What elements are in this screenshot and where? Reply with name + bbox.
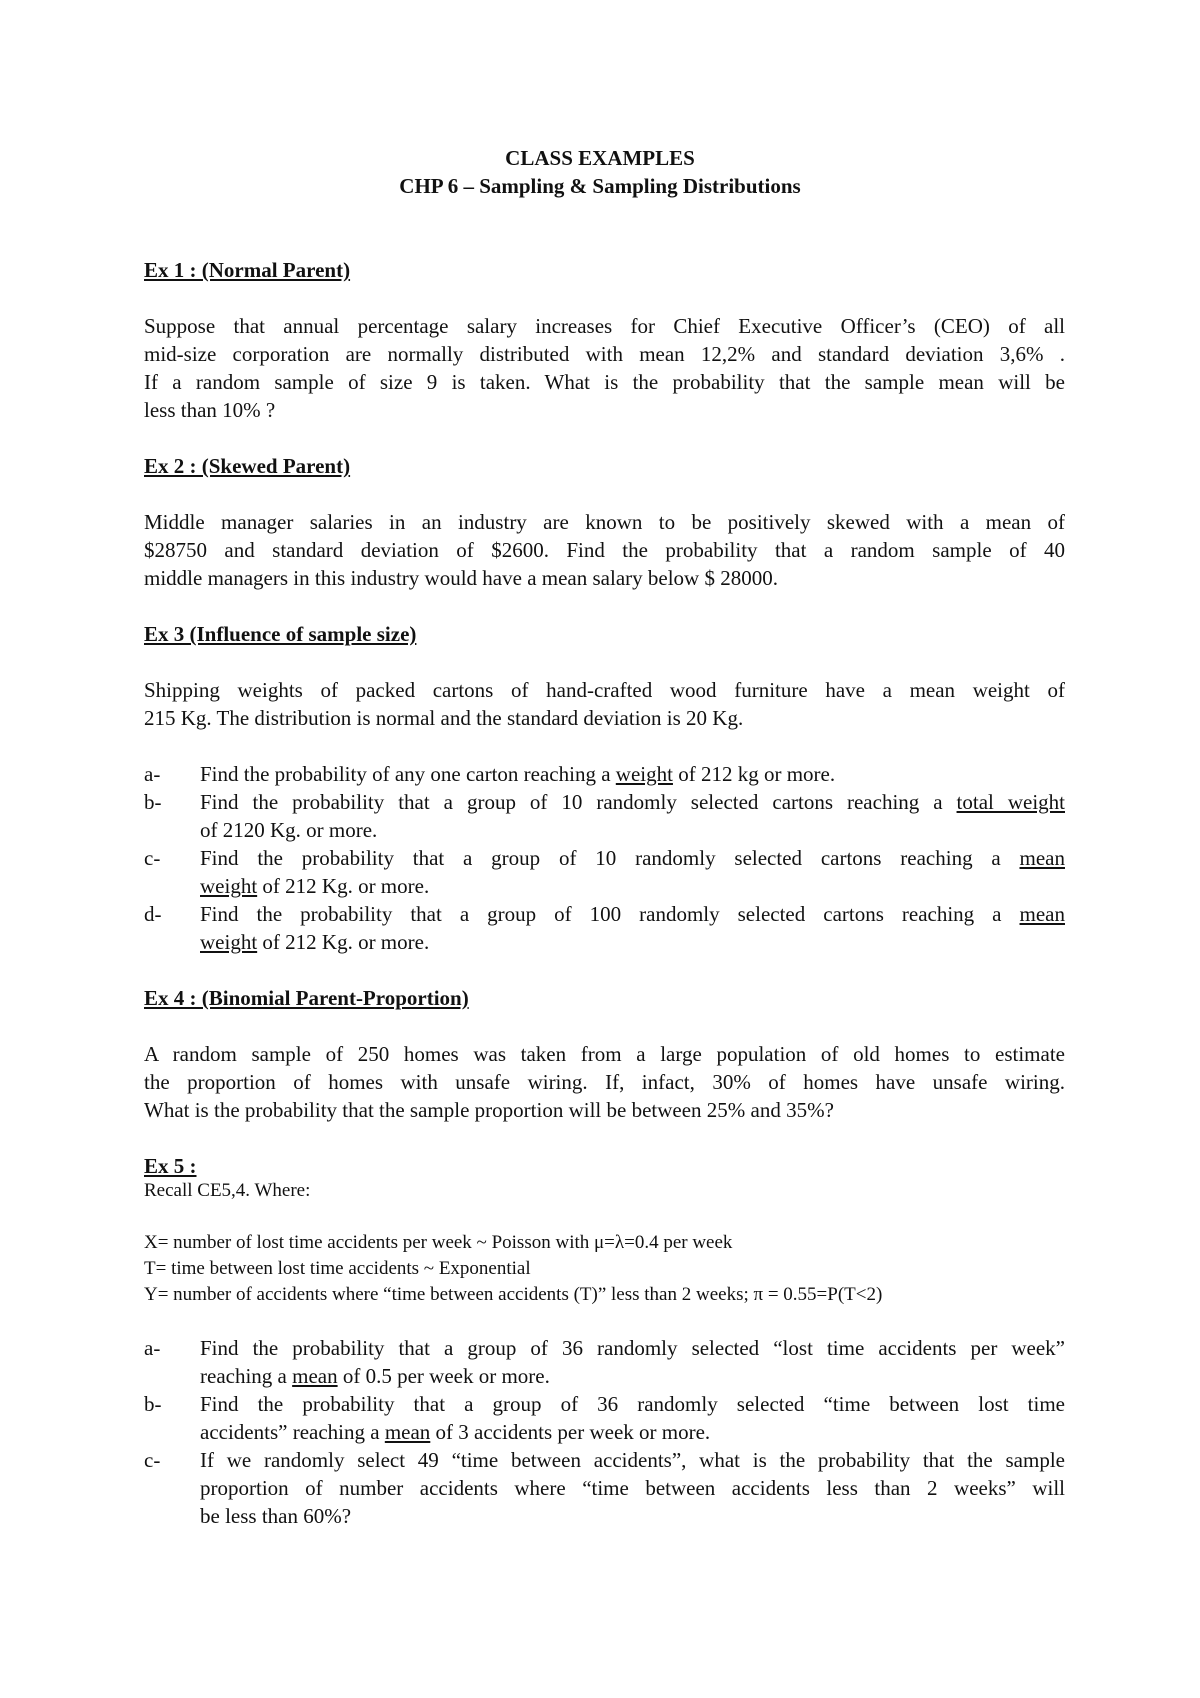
ex1-line: Suppose that annual percentage salary increases for Chief Executive Officer’s (CEO) of all [144, 314, 1065, 338]
ex2-paragraph [144, 508, 1065, 592]
ex1-line: less than 10% ? [144, 398, 276, 422]
item-label: c- [144, 846, 161, 870]
ex5-definitions [144, 1230, 1065, 1308]
item-text: Find the probability that a group of 100 randomly selected cartons reaching a mean weight of 212 Kg. or more. [200, 902, 1065, 954]
item-label: a- [144, 1336, 161, 1360]
ex3-heading: Ex 3 (Influence of sample size) [144, 622, 417, 646]
ex4-line: the proportion of homes with unsafe wiring. If, infact, 30% of homes have unsafe wiring. [144, 1070, 1065, 1094]
item-text: Find the probability that a group of 10 randomly selected cartons reaching a total weight of 2120 Kg. or more. [200, 790, 1065, 842]
item-text: If we randomly select 49 “time between accidents”, what is the probability that the sample proportion of number accidents where “time between accidents less than 2 weeks” will be less than 60%? [200, 1448, 1065, 1528]
document-title: CLASS EXAMPLES [505, 146, 695, 170]
ex4-line: What is the probability that the sample proportion will be between 25% and 35%? [144, 1098, 834, 1122]
item-label: b- [144, 790, 162, 814]
ex5-def: T= time between lost time accidents ~ Exponential [144, 1258, 531, 1279]
ex1-line: mid-size corporation are normally distributed with mean 12,2% and standard deviation 3,6% . [144, 342, 1065, 366]
ex2-line: middle managers in this industry would have a mean salary below $ 28000. [144, 566, 778, 590]
ex5-def: X= number of lost time accidents per week ~ Poisson with μ=λ=0.4 per week [144, 1232, 733, 1253]
ex4-heading: Ex 4 : (Binomial Parent-Proportion) [144, 986, 469, 1010]
item-label: c- [144, 1448, 161, 1472]
document-subtitle: CHP 6 – Sampling & Sampling Distributions [399, 174, 801, 198]
item-label: b- [144, 1392, 162, 1416]
ex5-heading: Ex 5 : [144, 1154, 197, 1178]
ex4-paragraph [144, 1040, 1065, 1124]
ex2-line: Middle manager salaries in an industry are known to be positively skewed with a mean of [144, 510, 1065, 534]
ex3-line: 215 Kg. The distribution is normal and the standard deviation is 20 Kg. [144, 706, 744, 730]
ex2-line: $28750 and standard deviation of $2600. Find the probability that a random sample of 40 [144, 538, 1065, 562]
ex3-line: Shipping weights of packed cartons of hand-crafted wood furniture have a mean weight of [144, 678, 1065, 702]
ex2-heading: Ex 2 : (Skewed Parent) [144, 454, 351, 478]
ex4-line: A random sample of 250 homes was taken from a large population of old homes to estimate [144, 1042, 1065, 1066]
ex1-heading: Ex 1 : (Normal Parent) [144, 258, 351, 282]
ex5-def: Y= number of accidents where “time between accidents (T)” less than 2 weeks; π = 0.55=P(T<2) [144, 1284, 883, 1305]
item-text: Find the probability of any one carton reaching a weight of 212 kg or more. [200, 762, 836, 786]
ex3-paragraph [144, 676, 1065, 732]
item-label: d- [144, 902, 162, 926]
item-text: Find the probability that a group of 36 randomly selected “time between lost time accidents” reaching a mean of 3 accidents per week or more. [200, 1392, 1065, 1444]
ex1-paragraph [144, 312, 1065, 424]
item-text: Find the probability that a group of 36 randomly selected “lost time accidents per week” reaching a mean of 0.5 per week or more. [200, 1336, 1065, 1388]
ex1-line: If a random sample of size 9 is taken. What is the probability that the sample mean will be [144, 370, 1065, 394]
item-text: Find the probability that a group of 10 randomly selected cartons reaching a mean weight of 212 Kg. or more. [200, 846, 1065, 898]
ex5-recall: Recall CE5,4. Where: [144, 1180, 311, 1201]
item-label: a- [144, 762, 161, 786]
